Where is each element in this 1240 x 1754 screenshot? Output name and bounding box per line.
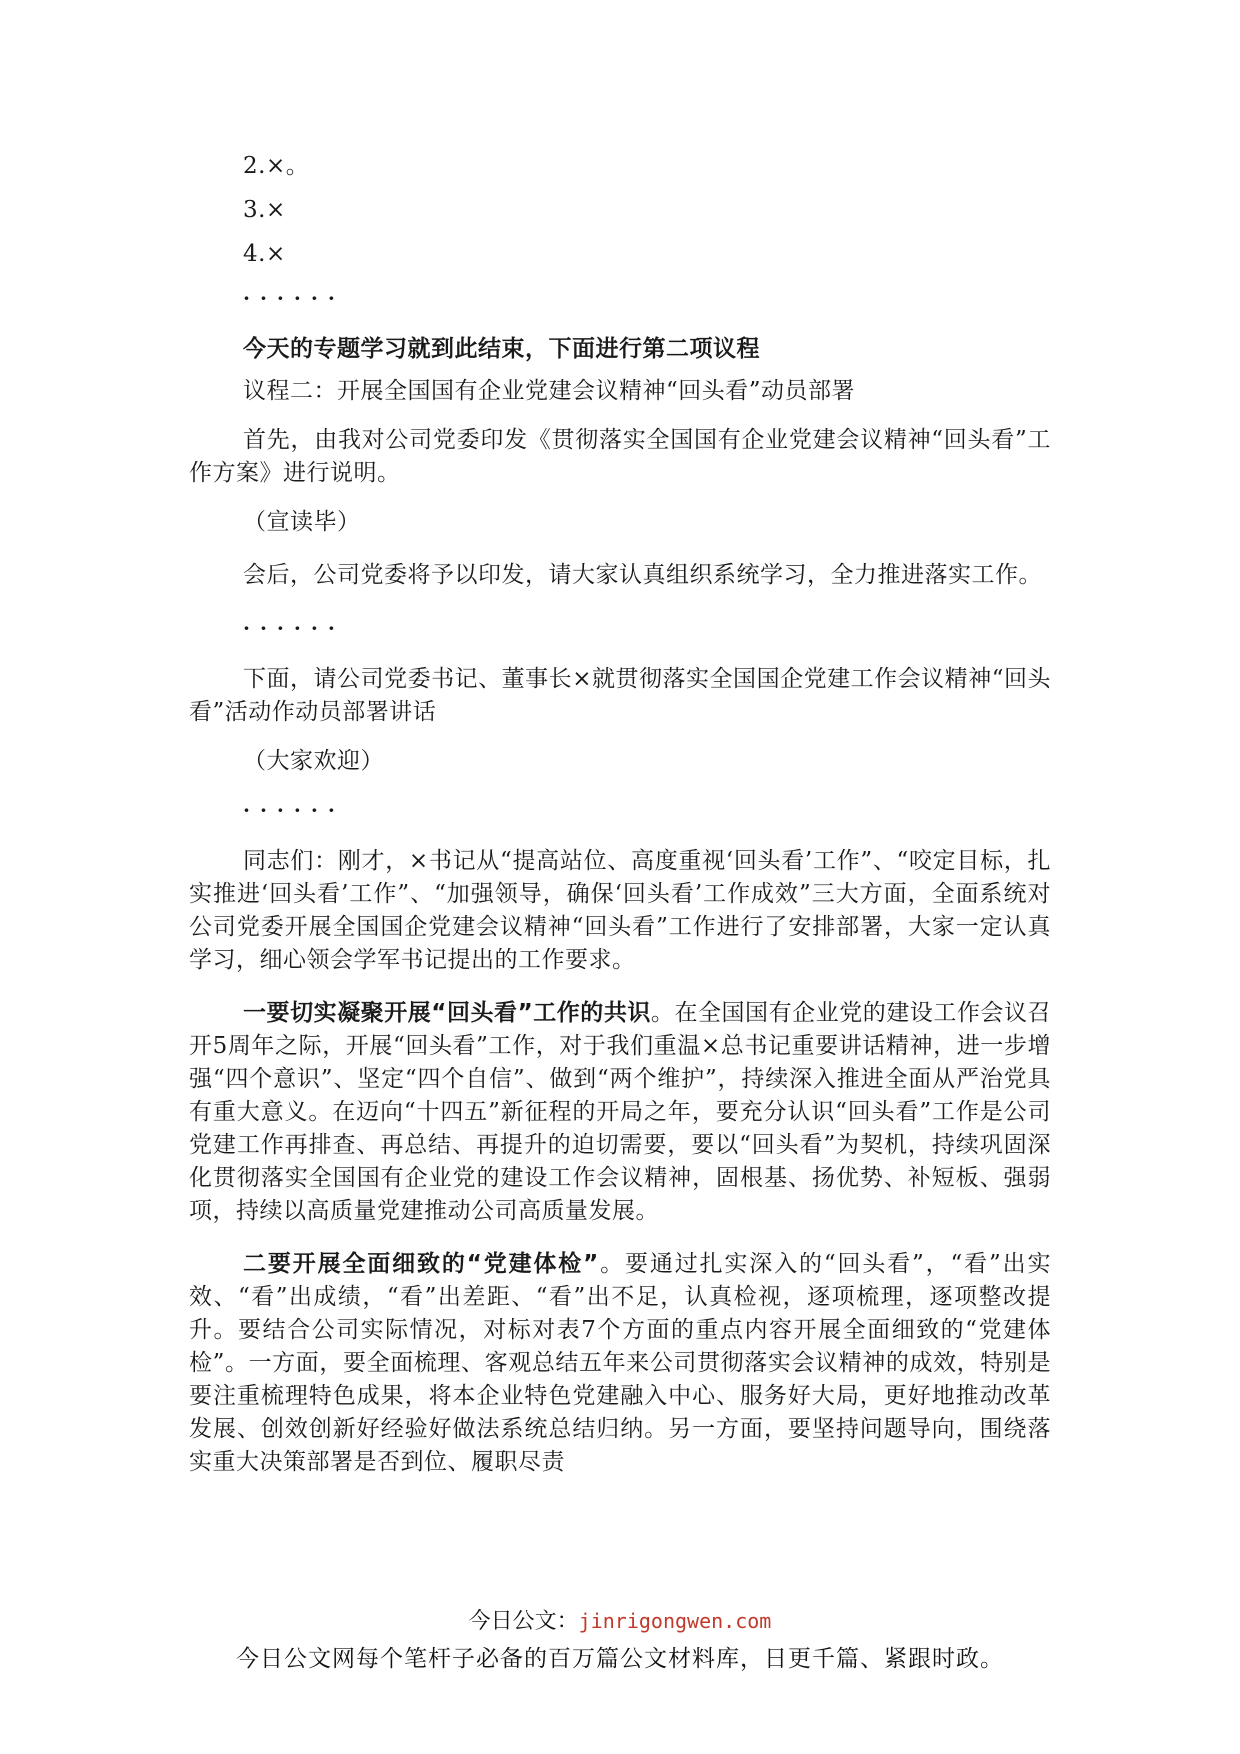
footer-site-label: 今日公文： xyxy=(468,1609,579,1634)
point-two-paragraph xyxy=(189,1248,1051,1479)
point-one-paragraph xyxy=(189,997,1051,1228)
separator-dots: ······ xyxy=(243,798,345,822)
after-meeting-paragraph: 会后，公司党委将予以印发，请大家认真组织系统学习，全力推进落实工作。 xyxy=(243,562,1042,588)
read-done-note: （宣读毕） xyxy=(243,509,361,535)
separator-dots: ······ xyxy=(243,286,345,310)
welcome-note: （大家欢迎） xyxy=(243,748,384,774)
agenda-two: 议程二：开展全国国有企业党建会议精神“回头看”动员部署 xyxy=(243,378,856,404)
invite-speech-paragraph: 下面，请公司党委书记、董事长×就贯彻落实全国国企党建工作会议精神“回头看”活动作动员部署讲话 xyxy=(189,666,1051,725)
intro-paragraph: 首先，由我对公司党委印发《贯彻落实全国国有企业党建会议精神“回头看”工作方案》进行说明。 xyxy=(189,427,1051,486)
footer-site xyxy=(0,1604,1240,1635)
footer-tagline: 今日公文网每个笔杆子必备的百万篇公文材料库，日更千篇、紧跟时政。 xyxy=(236,1646,1004,1672)
point-two-lead: 二要开展全面细致的“党建体检” xyxy=(243,1251,599,1277)
summary-paragraph: 同志们：刚才，×书记从“提高站位、高度重视‘回头看’工作”、“咬定目标，扎实推进‘回头看’工作”、“加强领导，确保‘回头看’工作成效”三大方面，全面系统对公司党委开展全国国企党建会议精神“回头看”工作进行了安排部署，大家一定认真学习，细心领会学军书记提出的工作要求。 xyxy=(189,848,1051,973)
list-item: 2.×。 xyxy=(243,153,310,179)
separator-dots: ······ xyxy=(243,616,345,640)
footer-site-link[interactable]: jinrigongwen.com xyxy=(578,1609,772,1633)
list-item: 3.× xyxy=(243,197,286,223)
list-item: 4.× xyxy=(243,241,286,267)
document-body xyxy=(189,150,1051,1479)
closing-line: 今天的专题学习就到此结束，下面进行第二项议程 xyxy=(243,336,760,362)
point-one-body: 。在全国国有企业党的建设工作会议召开5周年之际，开展“回头看”工作，对于我们重温×总书记重要讲话精神，进一步增强“四个意识”、坚定“四个自信”、做到“两个维护”，持续深入推进全面从严治党具有重大意义。在迈向“十四五”新征程的开局之年，要充分认识“回头看”工作是公司党建工作再排查、再总结、再提升的迫切需要，要以“回头看”为契机，持续巩固深化贯彻落实全国国有企业党的建设工作会议精神，固根基、扬优势、补短板、强弱项，持续以高质量党建推动公司高质量发展。 xyxy=(189,1000,1052,1224)
point-two-body: 。要通过扎实深入的“回头看”，“看”出实效、“看”出成绩，“看”出差距、“看”出不足，认真检视，逐项梳理，逐项整改提升。要结合公司实际情况，对标对表7个方面的重点内容开展全面细致的“党建体检”。一方面，要全面梳理、客观总结五年来公司贯彻落实会议精神的成效，特别是要注重梳理特色成果，将本企业特色党建融入中心、服务好大局，更好地推动改革发展、创效创新好经验好做法系统总结归纳。另一方面，要坚持问题导向，围绕落实重大决策部署是否到位、履职尽责 xyxy=(189,1251,1051,1475)
point-one-lead: 一要切实凝聚开展“回头看”工作的共识 xyxy=(243,1000,651,1026)
